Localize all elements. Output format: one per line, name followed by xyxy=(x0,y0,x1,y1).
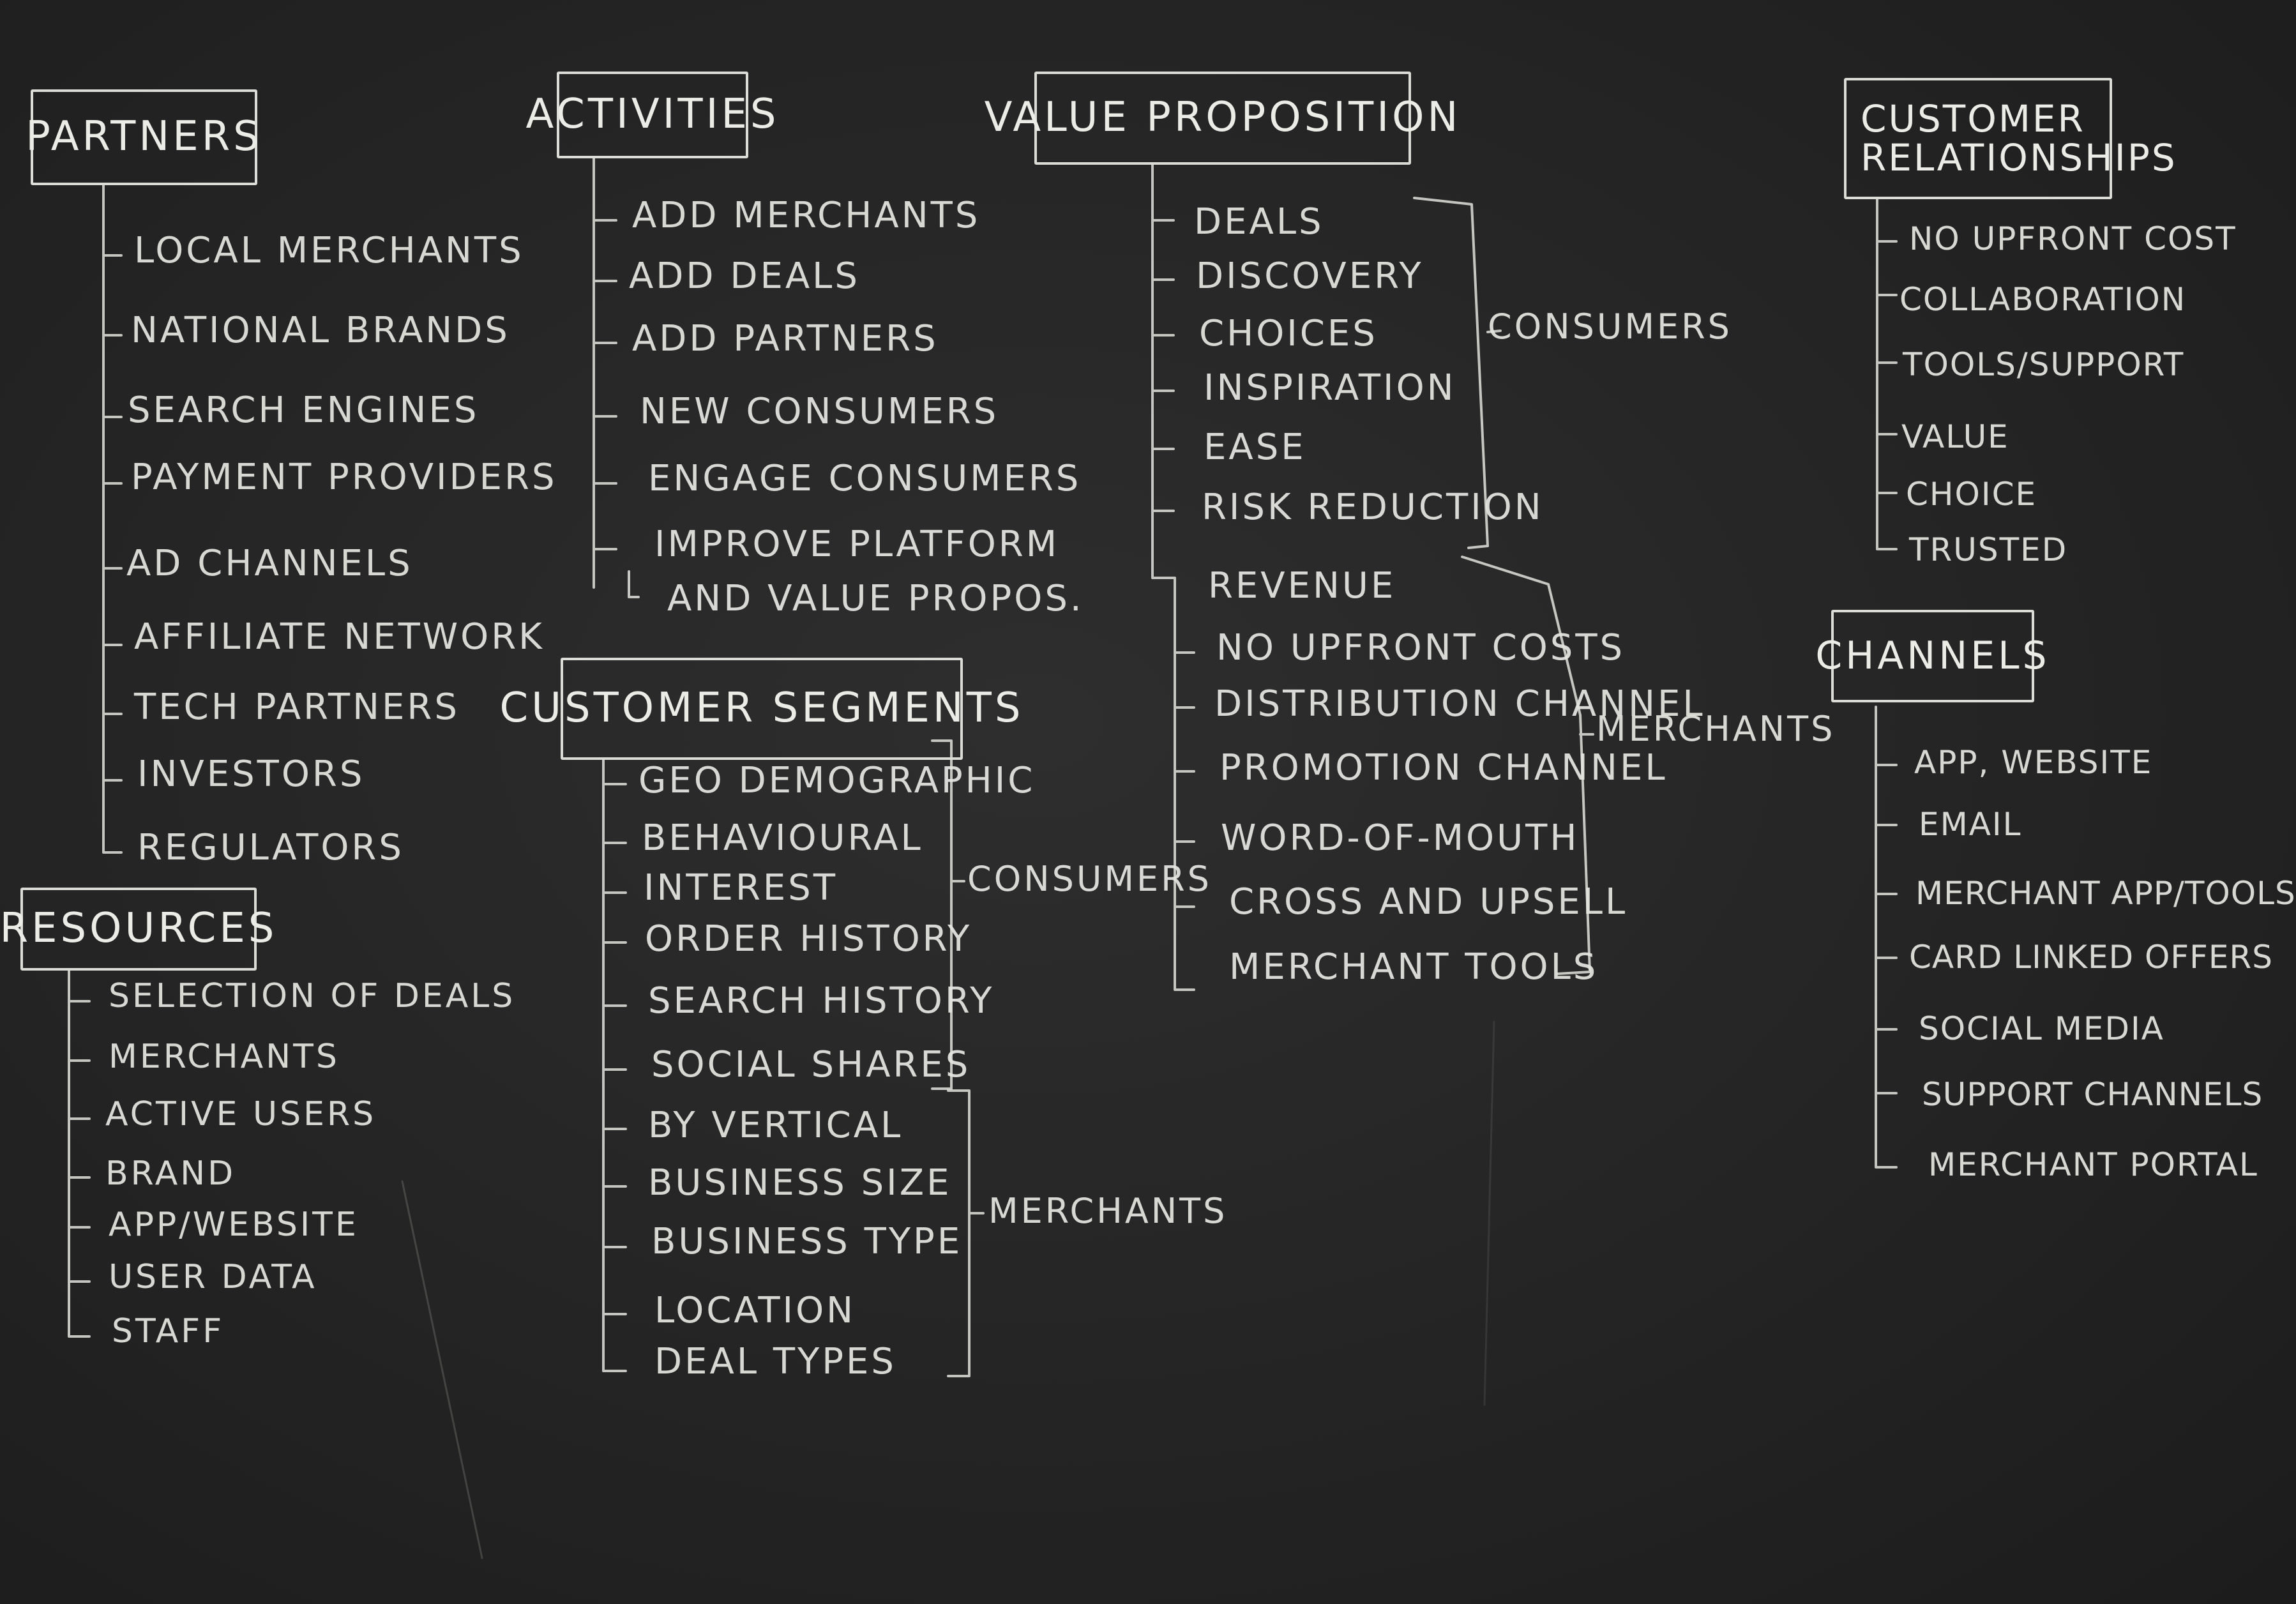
value-proposition-item: REVENUE xyxy=(1208,565,1396,607)
value-proposition-item: DISCOVERY xyxy=(1196,255,1424,297)
resources-item: BRAND xyxy=(105,1154,236,1193)
activities-item: ENGAGE CONSUMERS xyxy=(648,458,1082,499)
value-proposition-item: NO UPFRONT COSTS xyxy=(1216,627,1626,669)
value-proposition-header xyxy=(984,72,1461,165)
partners-item: NATIONAL BRANDS xyxy=(131,310,510,351)
partners-item: SEARCH ENGINES xyxy=(128,390,480,431)
customer-segments-tree xyxy=(603,760,626,1371)
channels-title: CHANNELS xyxy=(1815,633,2050,678)
partners-title: PARTNERS xyxy=(26,113,262,161)
partners-tree xyxy=(103,185,121,852)
value-proposition-item: RISK REDUCTION xyxy=(1202,487,1544,528)
value-proposition-item: PROMOTION CHANNEL xyxy=(1220,747,1668,789)
segments-merchants-label: MERCHANTS xyxy=(988,1191,1228,1231)
vp-merchants-label: MERCHANTS xyxy=(1596,709,1836,749)
value-proposition-item: INSPIRATION xyxy=(1204,367,1456,409)
value-proposition-title: VALUE PROPOSITION xyxy=(984,94,1461,142)
activities-item: NEW CONSUMERS xyxy=(640,391,999,432)
activities-item: AND VALUE PROPOS. xyxy=(667,578,1084,619)
resources-title: RESOURCES xyxy=(0,905,278,953)
partners-item: AFFILIATE NETWORK xyxy=(134,616,545,658)
channels-tree xyxy=(1876,707,1896,1167)
resources-tree xyxy=(69,971,89,1336)
customer-relationships-item: COLLABORATION xyxy=(1899,281,2187,318)
segments-item: GEO DEMOGRAPHIC xyxy=(638,760,1036,801)
partners-item: AD CHANNELS xyxy=(126,543,413,584)
channels-item: SOCIAL MEDIA xyxy=(1919,1010,2164,1047)
value-proposition-item: DISTRIBUTION CHANNEL xyxy=(1214,683,1705,725)
resources-item: APP/WEBSITE xyxy=(109,1206,359,1244)
customer-relationships-item: TOOLS/SUPPORT xyxy=(1903,346,2185,383)
customer-relationships-tree xyxy=(1877,199,1896,549)
resources-item: MERCHANTS xyxy=(109,1038,340,1076)
channels-item: MERCHANT PORTAL xyxy=(1928,1146,2258,1183)
channels-item: EMAIL xyxy=(1919,806,2022,843)
activities-item: ADD PARTNERS xyxy=(632,318,939,359)
segments-item: BEHAVIOURAL xyxy=(642,817,923,859)
segments-consumers-label: CONSUMERS xyxy=(967,859,1212,899)
segments-item: DEAL TYPES xyxy=(654,1341,896,1382)
resources-item: SELECTION OF DEALS xyxy=(109,977,516,1015)
customer-relationships-item: CHOICE xyxy=(1906,476,2037,513)
resources-item: ACTIVE USERS xyxy=(105,1095,377,1133)
customer-segments-title: CUSTOMER SEGMENTS xyxy=(499,685,1024,732)
segments-item: ORDER HISTORY xyxy=(645,918,972,960)
segments-item: BY VERTICAL xyxy=(648,1105,903,1146)
channels-header xyxy=(1815,610,2050,702)
channels-item: MERCHANT APP/TOOLS xyxy=(1915,875,2296,912)
segments-item: INTEREST xyxy=(644,867,838,909)
activities-item: ADD DEALS xyxy=(629,255,860,297)
customer-relationships-title-line2: RELATIONSHIPS xyxy=(1861,136,2177,179)
resources-item: USER DATA xyxy=(109,1258,317,1296)
value-proposition-item: EASE xyxy=(1204,427,1306,468)
customer-relationships-header xyxy=(1844,78,2177,199)
customer-relationships-title-line1: CUSTOMER xyxy=(1861,97,2085,141)
customer-relationships-item: VALUE xyxy=(1901,418,2009,455)
partners-item: TECH PARTNERS xyxy=(134,686,460,728)
value-proposition-item: CHOICES xyxy=(1199,313,1378,354)
segments-item: SOCIAL SHARES xyxy=(651,1044,971,1086)
partners-header xyxy=(26,89,262,185)
partners-item: PAYMENT PROVIDERS xyxy=(131,457,557,498)
value-proposition-item: WORD-OF-MOUTH xyxy=(1221,817,1580,859)
segments-item: LOCATION xyxy=(654,1290,856,1331)
partners-item: LOCAL MERCHANTS xyxy=(134,230,524,271)
activities-title: ACTIVITIES xyxy=(525,91,780,139)
segments-item: SEARCH HISTORY xyxy=(648,980,995,1022)
value-proposition-item: MERCHANT TOOLS xyxy=(1229,946,1599,988)
partners-item: INVESTORS xyxy=(137,753,365,795)
channels-item: SUPPORT CHANNELS xyxy=(1922,1076,2263,1113)
value-proposition-item: CROSS AND UPSELL xyxy=(1229,881,1628,923)
resources-header xyxy=(0,888,278,971)
customer-segments-header xyxy=(499,658,1024,760)
vp-consumers-label: CONSUMERS xyxy=(1488,306,1732,347)
activities-item: ADD MERCHANTS xyxy=(632,195,981,236)
channels-item: CARD LINKED OFFERS xyxy=(1909,939,2273,976)
segments-item: BUSINESS SIZE xyxy=(648,1162,952,1204)
partners-item: REGULATORS xyxy=(137,827,404,868)
activities-header xyxy=(525,72,780,158)
customer-relationships-item: TRUSTED xyxy=(1909,531,2068,568)
customer-relationships-item: NO UPFRONT COST xyxy=(1909,220,2237,257)
value-proposition-item: DEALS xyxy=(1194,201,1324,243)
segments-item: BUSINESS TYPE xyxy=(651,1221,963,1262)
activities-item: IMPROVE PLATFORM xyxy=(654,524,1060,565)
channels-item: APP, WEBSITE xyxy=(1914,744,2153,781)
resources-item: STAFF xyxy=(112,1312,225,1351)
